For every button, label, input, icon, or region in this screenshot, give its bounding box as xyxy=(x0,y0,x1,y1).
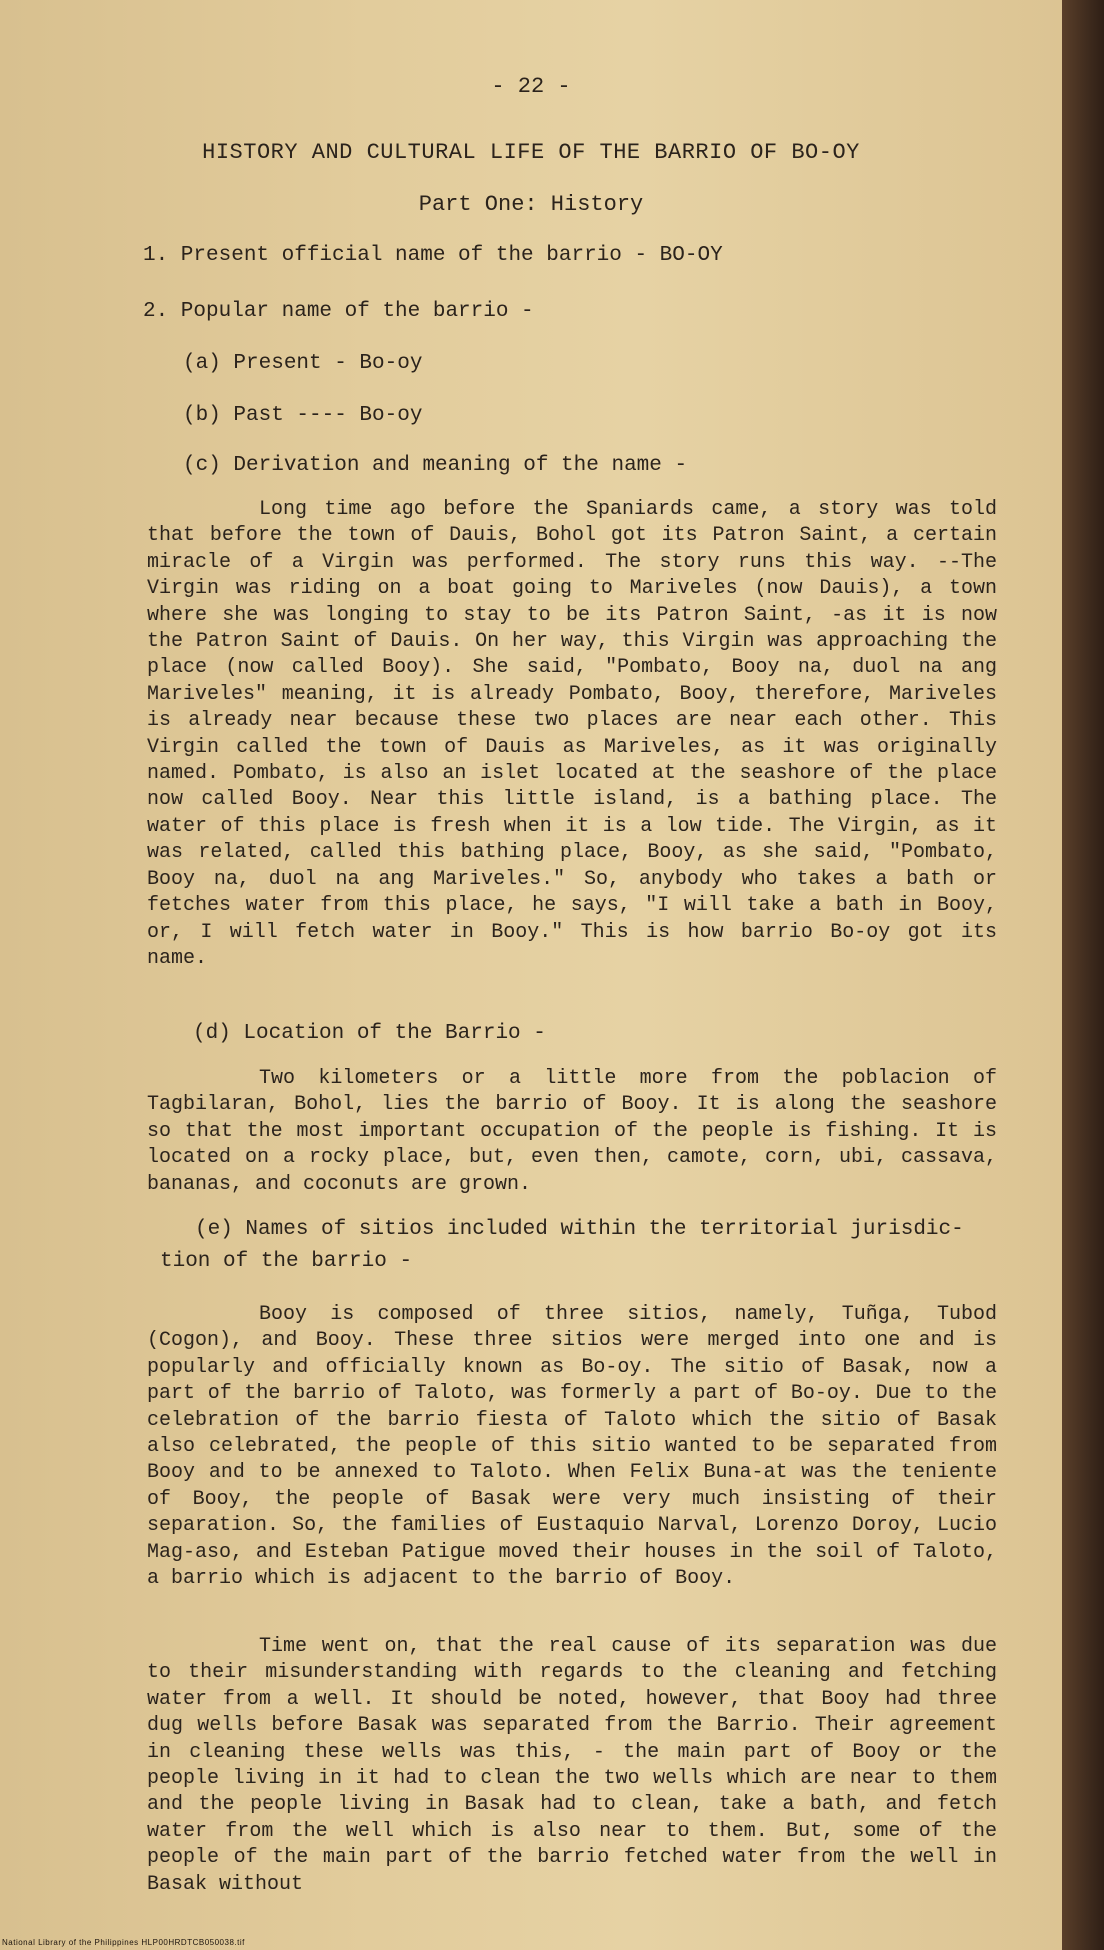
page-edge-shadow xyxy=(1062,0,1104,1950)
section-subtitle: Part One: History xyxy=(418,192,644,217)
sitios-paragraph: Booy is composed of three sitios, namely, Tuñga, Tubod (Cogon), and Booy. These three sitios were merged into one and is popularly and officially known as Bo-oy. The sitio of Basak, now a part of the barrio of Taloto, was formerly a part of Bo-oy. Due to the celebration of the barrio fiesta of Taloto which the sitio of Basak also celebrated, the people of this sitio wanted to be separated from Booy and to be annexed to Taloto. When Felix Buna-at was the teniente of Booy, the people of Basak were very much insisting of their separation. So, the families of Eustaquio Narval, Lorenzo Doroy, Lucio Mag-aso, and Esteban Patigue moved their houses in the soil of Taloto, a barrio which is adjacent to the barrio of Booy. xyxy=(147,1303,997,1591)
item-sitios-heading-line1: (e) Names of sitios included within the territorial jurisdic- xyxy=(195,1218,964,1241)
item-location-heading: (d) Location of the Barrio - xyxy=(193,1022,546,1045)
document-title: HISTORY AND CULTURAL LIFE OF THE BARRIO OF BO-OY xyxy=(202,140,860,165)
item-sitios-heading-line2: tion of the barrio - xyxy=(160,1250,413,1273)
archive-footer: National Library of the Philippines HLP00HRDTCB050038.tif xyxy=(2,1938,245,1947)
location-paragraph: Two kilometers or a little more from the poblacion of Tagbilaran, Bohol, lies the barrio of Booy. It is along the seashore so that the most important occupation of the people is fishing. It is located on a rocky place, but, even then, camote, corn, ubi, cassava, bananas, and coconuts are grown. xyxy=(147,1067,997,1196)
item-popular-name: 2. Popular name of the barrio - xyxy=(143,300,534,323)
item-past-name: (b) Past ---- Bo-oy xyxy=(183,404,423,427)
page-number: - 22 - xyxy=(491,74,571,99)
derivation-paragraph: Long time ago before the Spaniards came, a story was told that before the town of Dauis, Bohol got its Patron Saint, a certain miracle of a Virgin was performed. The story runs this way. --The Virgin was riding on a boat going to Mariveles (now Dauis), a town where she was longing to stay to be its Patron Saint, -as it is now the Patron Saint of Dauis. On her way, this Virgin was approaching the place (now called Booy). She said, "Pombato, Booy na, duol na ang Mariveles" meaning, it is already Pombato, Booy, therefore, Mariveles is already near because these two places are near each other. This Virgin called the town of Dauis as Mariveles, as it was originally named. Pombato, is also an islet located at the seashore of the place now called Booy. Near this little island, is a bathing place. The water of this place is fresh when it is a low tide. The Virgin, as it was related, called this bathing place, Booy, as she said, "Pombato, Booy na, duol na ang Mariveles." So, anybody who takes a bath or fetches water from this place, he says, "I will take a bath in Booy, or, I will fetch water in Booy." This is how barrio Bo-oy got its name. xyxy=(147,498,997,970)
item-derivation-heading: (c) Derivation and meaning of the name - xyxy=(183,454,688,477)
item-official-name: 1. Present official name of the barrio - BO-OY xyxy=(143,244,723,267)
separation-paragraph: Time went on, that the real cause of its separation was due to their misunderstanding with regards to the cleaning and fetching water from a well. It should be noted, however, that Booy had three dug wells before Basak was separated from the Barrio. Their agreement in cleaning these wells was this, - the main part of Booy or the people living in it had to clean the two wells which are near to them and the people living in Basak had to clean, take a bath, and fetch water from the well which is also near to them. But, some of the people of the main part of the barrio fetched water from the well in Basak without xyxy=(147,1635,997,1896)
item-present-name: (a) Present - Bo-oy xyxy=(183,352,423,375)
